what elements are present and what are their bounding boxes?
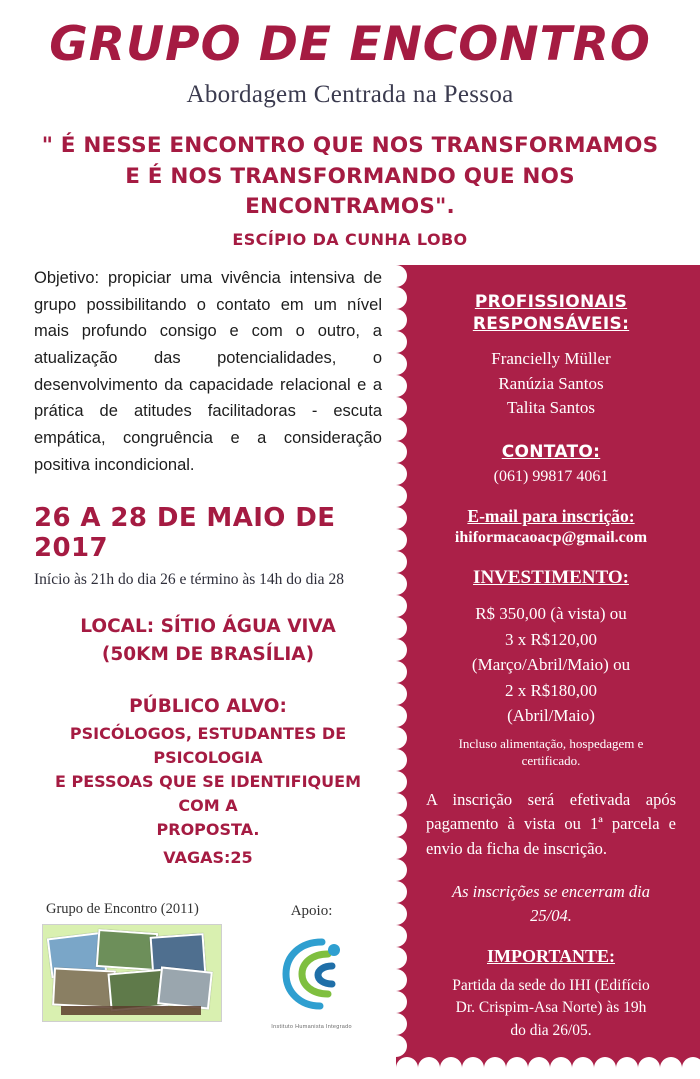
quote-author: ESCÍPIO DA CUNHA LOBO [232, 229, 468, 249]
panel-scallop [682, 1057, 700, 1079]
important-title: IMPORTANTE: [486, 945, 616, 966]
list-item: (Março/Abril/Maio) ou [471, 655, 631, 675]
important-line1: Partida da sede do IHI (Edifício [452, 976, 650, 994]
collage-photo [96, 929, 159, 971]
panel-scallop [385, 991, 407, 1013]
list-item: R$ 350,00 (à vista) ou [475, 604, 627, 624]
panel-scallop [385, 309, 407, 331]
panel-scallop [385, 859, 407, 881]
panel-scallop [462, 1057, 484, 1079]
collage-photo [157, 966, 213, 1009]
email-block [422, 506, 680, 547]
event-location [34, 613, 382, 670]
professionals-title [422, 291, 680, 335]
panel-scallop [528, 1057, 550, 1079]
important-line3: do dia 26/05. [510, 1021, 592, 1039]
panel-scallop [440, 1057, 462, 1079]
panel-scallop [616, 1057, 638, 1079]
investment-block [422, 567, 680, 770]
audience-body [34, 722, 382, 842]
panel-scallop [385, 331, 407, 353]
panel-scallop [385, 595, 407, 617]
panel-scallop [385, 749, 407, 771]
event-location-line2: (50KM DE BRASÍLIA) [101, 644, 315, 666]
sponsor-logo-caption: Instituto Humanista Integrado [271, 1023, 352, 1030]
panel-scallop [385, 265, 407, 287]
panel-scallop [385, 727, 407, 749]
panel-scallop [385, 969, 407, 991]
panel-scallop [484, 1057, 506, 1079]
panel-scallop [506, 1057, 528, 1079]
panel-scallop [385, 507, 407, 529]
sponsor-label: Apoio: [290, 902, 333, 919]
deadline-line1: As inscrições se encerram dia [452, 881, 650, 901]
investment-note-line1: Incluso alimentação, hospedagem e [458, 735, 644, 751]
panel-scallop [385, 947, 407, 969]
panel-scallop [385, 1035, 407, 1057]
list-item: Ranúzia Santos [498, 373, 604, 393]
info-panel [396, 265, 700, 1068]
email-address[interactable]: ihiformacaoacp@gmail.com [454, 529, 648, 547]
list-item: Francielly Müller [491, 349, 611, 369]
info-panel-content [422, 291, 680, 1042]
payment-paragraph: A inscrição será efetivada após pagamento à vista ou 1ª parcela e envio da ficha de inscrição. [426, 789, 676, 859]
event-location-line1: LOCAL: SÍTIO ÁGUA VIVA [80, 615, 336, 637]
panel-scallop [550, 1057, 572, 1079]
panel-scallop [385, 881, 407, 903]
panel-scallop [572, 1057, 594, 1079]
investment-note-line2: certificado. [521, 753, 581, 769]
panel-scallop [385, 705, 407, 727]
professionals-title-line2: RESPONSÁVEIS: [472, 313, 630, 334]
footer-row [34, 901, 382, 1030]
audience-line1: PSICÓLOGOS, ESTUDANTES DE PSICOLOGIA [69, 723, 347, 767]
panel-scallop [396, 1057, 418, 1079]
panel-scallop [385, 1013, 407, 1035]
professionals-list [422, 347, 680, 421]
sponsor-block [241, 901, 382, 1030]
investment-lines [422, 601, 680, 729]
collage-photo [52, 967, 116, 1008]
panel-scallop [385, 903, 407, 925]
left-column [0, 265, 396, 1030]
right-column [396, 265, 700, 1068]
list-item: (Abril/Maio) [507, 706, 595, 726]
contact-block [422, 441, 680, 486]
contact-phone[interactable]: (061) 99817 4061 [493, 468, 609, 486]
panel-scallop [385, 573, 407, 595]
important-line2: Dr. Crispim-Asa Norte) às 19h [455, 999, 647, 1017]
panel-scallop [385, 617, 407, 639]
investment-title: INVESTIMENTO: [473, 567, 629, 589]
poster-header [0, 0, 700, 249]
panel-scallop [385, 287, 407, 309]
list-item: 2 x R$180,00 [504, 680, 598, 700]
panel-scallop [418, 1057, 440, 1079]
photo-caption: Grupo de Encontro (2011) [46, 900, 199, 917]
quote-text: " É NESSE ENCONTRO QUE NOS TRANSFORMAMOS E É NOS TRANSFORMANDO QUE NOS ENCONTRAMOS". [41, 133, 659, 220]
objective-text: Objetivo: propiciar uma vivência intensiva de grupo possibilitando o contato em um nível mais profundo consigo e com o outro, a atualização das potencialidades, o desenvolvimento da capacidade relacional e a prática de atitudes facilitadoras - escuta empática, congruência e a consideração positiva incondicional. [34, 268, 382, 474]
collage-banner [61, 1006, 201, 1015]
contact-title: CONTATO: [501, 442, 601, 462]
important-body [422, 975, 680, 1042]
event-dates: 26 A 28 DE MAIO DE 2017 [34, 502, 336, 563]
panel-scallop [385, 485, 407, 507]
audience-title: PÚBLICO ALVO: [129, 695, 287, 717]
panel-scallop [385, 793, 407, 815]
panel-scallop [385, 683, 407, 705]
email-title: E-mail para inscrição: [467, 506, 635, 527]
seats-count: VAGAS:25 [163, 847, 253, 867]
deadline-line2: 25/04. [530, 905, 572, 925]
poster-body [0, 265, 700, 1068]
panel-scallop [660, 1057, 682, 1079]
panel-scallop [385, 375, 407, 397]
panel-scallop [385, 353, 407, 375]
audience-line3: PROPOSTA. [156, 819, 260, 839]
panel-scallop [385, 397, 407, 419]
panel-scallop [385, 661, 407, 683]
investment-note [422, 735, 680, 770]
event-dates-note: Início às 21h do dia 26 e término às 14h do dia 28 [34, 570, 344, 588]
panel-scallop [638, 1057, 660, 1079]
panel-scallop [385, 463, 407, 485]
panel-scallop [385, 639, 407, 661]
panel-scallop [385, 441, 407, 463]
panel-scallop [385, 771, 407, 793]
deadline-text [422, 880, 680, 928]
list-item: 3 x R$120,00 [504, 629, 598, 649]
panel-scallop [385, 815, 407, 837]
panel-scallop [385, 925, 407, 947]
panel-scallop [385, 837, 407, 859]
photo-collage [42, 924, 222, 1022]
audience-line2: E PESSOAS QUE SE IDENTIFIQUEM COM A [55, 771, 361, 815]
panel-scallop [594, 1057, 616, 1079]
page-subtitle: Abordagem Centrada na Pessoa [186, 81, 514, 109]
panel-scallop [385, 419, 407, 441]
panel-scallop [385, 551, 407, 573]
professionals-title-line1: PROFISSIONAIS [474, 291, 628, 312]
list-item: Talita Santos [506, 398, 596, 418]
page-title: GRUPO DE ENCONTRO [49, 17, 651, 72]
photo-block [42, 901, 241, 1022]
panel-scallop [385, 529, 407, 551]
sponsor-logo-icon [270, 934, 354, 1020]
